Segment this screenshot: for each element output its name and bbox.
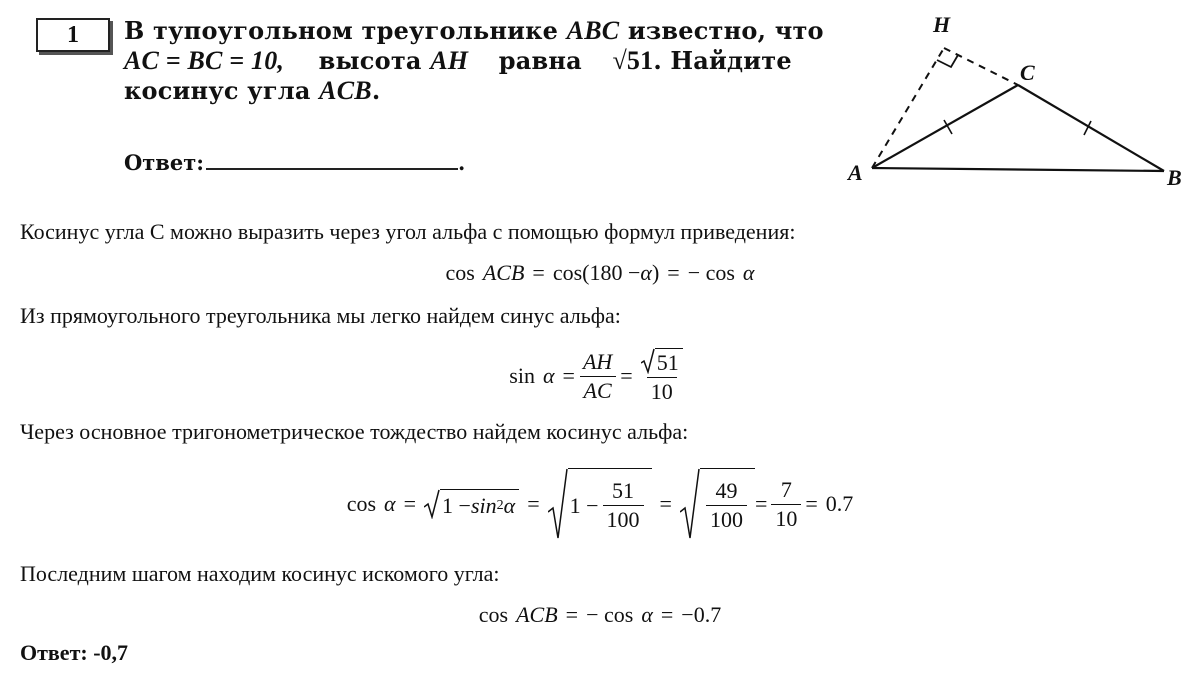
- problem-number: 1: [67, 21, 79, 48]
- final-answer: Ответ: -0,7: [20, 640, 129, 665]
- side-ab: [872, 168, 1164, 171]
- label-b: B: [1167, 165, 1182, 190]
- height-ah: [872, 48, 944, 168]
- problem-number-box: [36, 18, 110, 52]
- formula-sin-alpha: sin α = $\frac{AH}{AC}$ = $\frac{51}{10}$: [0, 344, 1200, 408]
- solution-paragraph-2: Из прямоугольного треугольника мы легко найдем синус альфа:: [20, 303, 621, 328]
- answer-field: Ответ: .: [124, 150, 466, 175]
- answer-blank: [206, 148, 458, 170]
- answer-label: Ответ:: [124, 150, 205, 175]
- problem-line-3: косинус угла ACB.: [124, 76, 381, 105]
- extension-ch: [944, 48, 1018, 85]
- sqrt-one-minus-sin2: 1 − sin 2 α: [424, 489, 519, 519]
- fraction-ah-ac: $\frac{AH}{AC}$: [579, 350, 616, 403]
- problem-statement: [124, 16, 824, 106]
- triangle-diagram: [840, 8, 1200, 198]
- right-angle-mark: [937, 55, 958, 67]
- problem-line-2: AC = BC = 10, высота AH равна √51. Найдите: [124, 46, 792, 75]
- sqrt-49-100: $\frac{49}{100}$: [680, 468, 755, 540]
- side-ac: [872, 85, 1018, 168]
- sqrt-one-minus-fraction: 1 − $\frac{51}{100}$: [548, 468, 652, 540]
- solution-paragraph-1: Косинус угла С можно выразить через угол альфа с помощью формул приведения:: [20, 219, 796, 244]
- fraction-sqrt51-10: $\frac{51}{10}$: [637, 348, 687, 404]
- label-a: A: [848, 160, 863, 185]
- problem-line-1: В тупоугольном треугольнике ABC известно, что: [124, 16, 824, 45]
- formula-cos-acb-reduction: cos ACB = cos(180 − α ) = − cos α: [445, 260, 755, 285]
- label-c: C: [1020, 60, 1035, 85]
- solution-paragraph-4: Последним шагом находим косинус искомого угла:: [20, 561, 500, 586]
- label-h: H: [933, 12, 951, 37]
- formula-final: cos ACB = − cos α = −0.7: [478, 602, 722, 627]
- side-bc: [1018, 85, 1164, 171]
- solution-paragraph-3: Через основное тригонометрическое тождество найдем косинус альфа:: [20, 419, 689, 444]
- formula-cos-alpha: cos α = 1 − sin 2 α = 1 − $\frac{51}{100}$ = $\frac{49}{100}$ = $\frac{7}{10}$ = 0.7: [0, 462, 1200, 546]
